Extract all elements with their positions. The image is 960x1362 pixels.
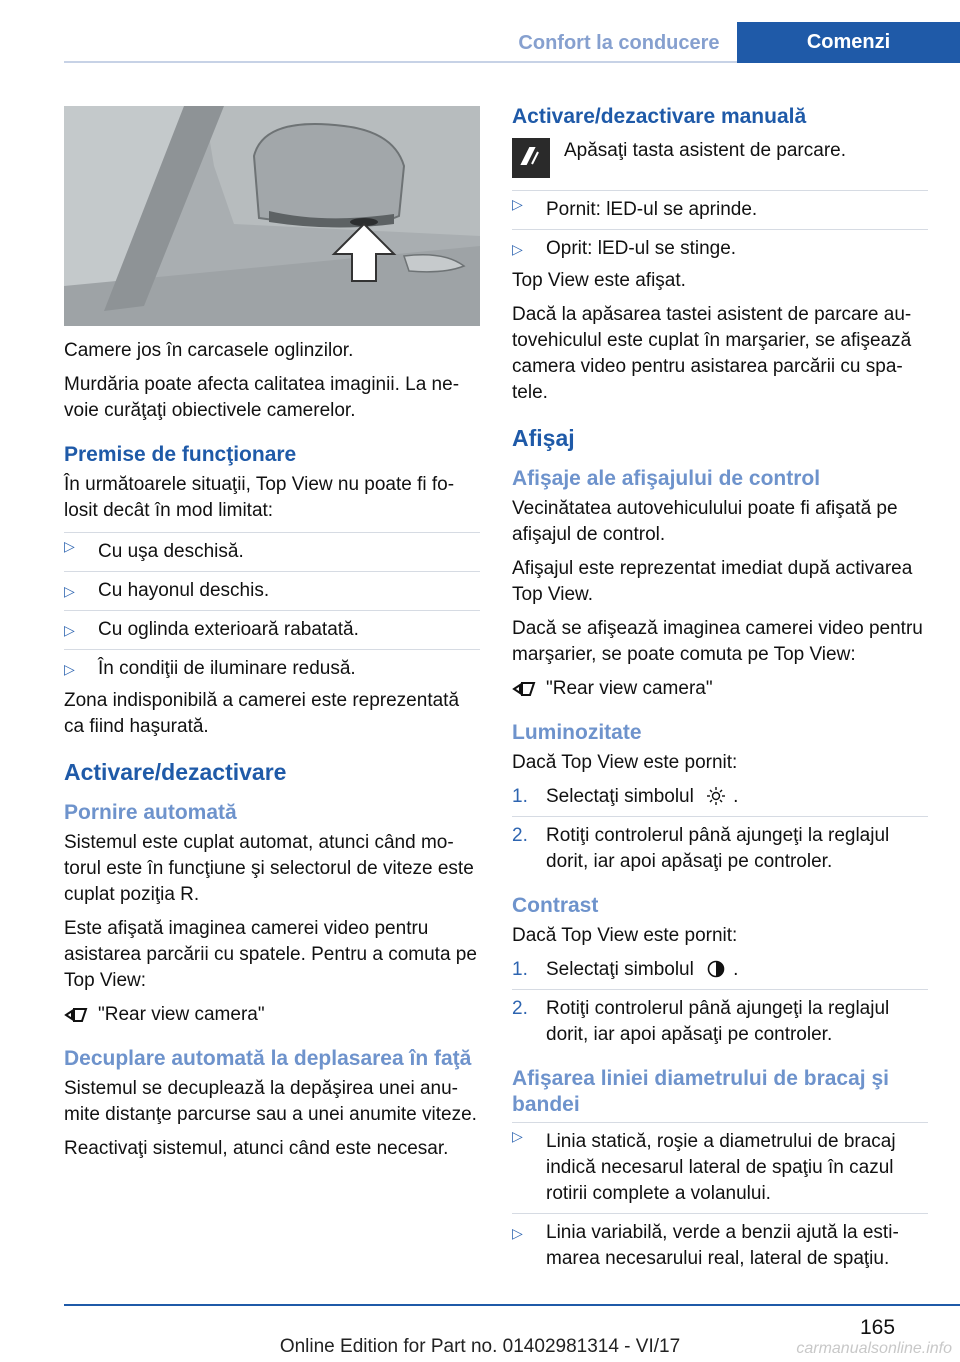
watermark: carmanualsonline.info	[796, 1340, 952, 1357]
list-item: ▷ Linia variabilă, verde a benzii ajută la estimarea necesarului real, lateral de spaţiu.	[512, 1220, 928, 1272]
list-item: ▷ Pornit: lED-ul se aprinde.	[512, 190, 928, 230]
page-number: 165	[860, 1316, 896, 1339]
step-number: 2.	[512, 825, 528, 846]
contrast-icon	[705, 960, 727, 978]
auto-start-text2: Este afişată imaginea camerei video pentru asistarea parcării cu spatele. Pentru a comuta pe Top View:	[64, 918, 477, 991]
led-list	[512, 190, 928, 262]
rear-view-camera-icon	[512, 679, 538, 699]
top-view-shown: Top View este afişat.	[512, 270, 686, 291]
auto-start-heading: Pornire automată	[64, 801, 237, 824]
list-item	[512, 996, 928, 1048]
step-number: 2.	[512, 998, 528, 1019]
rear-view-menu-line-right	[512, 676, 928, 702]
step-period: .	[733, 959, 739, 980]
right-column	[512, 104, 928, 1278]
list-item: ▷ Cu hayonul deschis.	[64, 578, 480, 611]
list-item: ▷ Linia statică, roşie a diametrului de bracaj indică necesarul lateral de spaţiu în cazul rotirii complete a volanului.	[512, 1122, 928, 1214]
section-tab-comenzi[interactable]: Comenzi	[737, 22, 960, 63]
footer-rule	[64, 1304, 960, 1306]
brightness-intro: Dacă Top View este pornit:	[512, 752, 738, 773]
control-display-text2: Afişajul este reprezentat imediat după activarea Top View.	[512, 558, 913, 605]
control-display-heading: Afişaje ale afişajului de control	[512, 467, 821, 490]
step-text: Selectaţi simbolul	[546, 959, 694, 980]
manual-heading: Activare/dezactivare manuală	[512, 105, 807, 128]
list-item: ▷ Cu oglinda exterioară rabatată.	[64, 617, 480, 650]
auto-start-text: Sistemul este cuplat automat, atunci când motorul este în funcţiune şi selectorul de viteze este cuplat poziţia R.	[64, 832, 474, 905]
brightness-heading: Luminozitate	[512, 721, 642, 744]
control-display-text3: Dacă se afişează imaginea camerei video pentru marşarier, se poate comuta pe Top View:	[512, 618, 923, 665]
list-item	[512, 957, 928, 990]
manual-key-row	[512, 138, 928, 178]
reverse-note: Dacă la apăsarea tastei asistent de parcare autovehiculul este cuplat în marşarier, se afişează camera video pentru asistarea parcării cu spatele.	[512, 304, 912, 403]
step-period: .	[733, 786, 739, 807]
unavailable-note: Zona indisponibilă a camerei este reprezentată ca fiind haşurată.	[64, 690, 460, 737]
dirt-note: Murdăria poate afecta calitatea imaginii. La nevoie curăţaţi obiectivele camerelor.	[64, 374, 460, 421]
list-item	[512, 784, 928, 817]
step-number: 1.	[512, 959, 528, 980]
list-item	[512, 823, 928, 875]
step-text: Selectaţi simbolul	[546, 786, 694, 807]
mirror-camera-illustration	[64, 106, 480, 326]
step-number: 1.	[512, 786, 528, 807]
contrast-steps	[512, 957, 928, 1048]
reactivate-text: Reactivaţi sistemul, atunci când este necesar.	[64, 1138, 449, 1159]
rear-view-menu-label: "Rear view camera"	[546, 678, 713, 699]
park-assist-key-icon	[512, 138, 550, 178]
left-column	[64, 338, 480, 1170]
rear-view-menu-line	[64, 1002, 480, 1028]
premise-list	[64, 532, 480, 682]
auto-off-text: Sistemul se decuplează la depăşirea unei anumite distanţe parcurse sau a unei anumite viteze.	[64, 1078, 477, 1125]
image-caption: Camere jos în carcasele oglinzilor.	[64, 340, 354, 361]
list-item: ▷ În condiţii de iluminare redusă.	[64, 656, 480, 682]
lines-list	[512, 1122, 928, 1272]
control-display-text1: Vecinătatea autovehiculului poate fi afişată pe afişajul de control.	[512, 498, 898, 545]
step-text: Rotiţi controlerul până ajungeţi la reglajul dorit, iar apoi apăsaţi pe controler.	[546, 825, 890, 872]
edition-note: Online Edition for Part no. 01402981314 - VI/17	[279, 1336, 681, 1357]
premise-heading: Premise de funcţionare	[64, 443, 297, 466]
manual-key-text: Apăsaţi tasta asistent de parcare.	[564, 140, 846, 161]
list-item: ▷ Oprit: lED-ul se stinge.	[512, 236, 928, 262]
premise-intro: În următoarele situaţii, Top View nu poate fi folosit decât în mod limitat:	[64, 474, 455, 521]
contrast-intro: Dacă Top View este pornit:	[512, 925, 738, 946]
contrast-heading: Contrast	[512, 894, 599, 917]
lines-heading: Afişarea liniei diametrului de bracaj şi bandei	[512, 1067, 889, 1116]
brightness-icon	[705, 787, 727, 805]
section-tab-confort[interactable]: Confort la conducere	[518, 32, 720, 54]
display-heading: Afişaj	[512, 425, 575, 451]
activation-heading: Activare/dezactivare	[64, 759, 287, 785]
step-text: Rotiţi controlerul până ajungeţi la reglajul dorit, iar apoi apăsaţi pe controler.	[546, 998, 890, 1045]
list-item: ▷ Cu uşa deschisă.	[64, 532, 480, 572]
auto-off-heading: Decuplare automată la deplasarea în faţă	[64, 1047, 472, 1070]
rear-view-menu-label: "Rear view camera"	[98, 1004, 265, 1025]
rear-view-camera-icon	[64, 1005, 90, 1025]
brightness-steps	[512, 784, 928, 875]
